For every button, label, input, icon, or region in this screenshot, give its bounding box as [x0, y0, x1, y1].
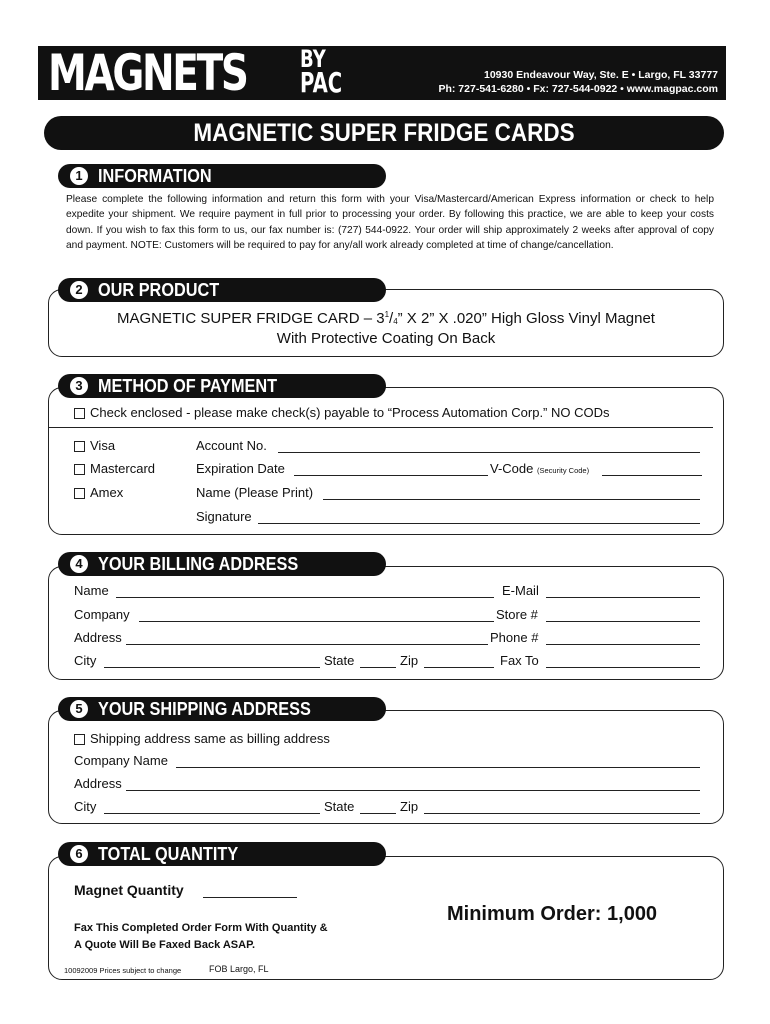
- section-number: 6: [70, 845, 88, 863]
- billing-name-field[interactable]: [116, 597, 494, 598]
- shipping-state-field[interactable]: [360, 813, 396, 814]
- product-description: MAGNETIC SUPER FRIDGE CARD – $3^1/_4$” X 2” X .020” High Gloss Vinyl Magnet: [117, 310, 655, 327]
- section-title: METHOD OF PAYMENT: [98, 375, 278, 396]
- magnet-quantity-field[interactable]: [203, 897, 297, 898]
- shipping-address-label: Address: [74, 776, 122, 791]
- same-as-billing-label: Shipping address same as billing address: [90, 731, 330, 746]
- billing-company-field[interactable]: [139, 621, 494, 622]
- footer-fob: FOB Largo, FL: [209, 964, 269, 974]
- section-title: YOUR SHIPPING ADDRESS: [98, 698, 311, 719]
- billing-store-field[interactable]: [546, 621, 700, 622]
- billing-store-label: Store #: [496, 607, 538, 622]
- visa-checkbox[interactable]: [74, 441, 85, 452]
- vcode-field[interactable]: [602, 475, 702, 476]
- section-shipping-header: [58, 697, 386, 721]
- section-title: OUR PRODUCT: [98, 279, 220, 300]
- name-print-field[interactable]: [323, 499, 700, 500]
- billing-phone-label: Phone #: [490, 630, 539, 645]
- billing-zip-field[interactable]: [424, 667, 494, 668]
- expiration-label: Expiration Date: [196, 461, 285, 476]
- shipping-zip-label: Zip: [400, 799, 419, 814]
- logo-pac: PAC: [300, 66, 343, 99]
- section-billing-header: [58, 552, 386, 576]
- shipping-city-field[interactable]: [104, 813, 320, 814]
- shipping-state-label: State: [324, 799, 355, 814]
- billing-address-field[interactable]: [126, 644, 488, 645]
- section-payment-header: [58, 374, 386, 398]
- billing-email-field[interactable]: [546, 597, 700, 598]
- billing-fax-label: Fax To: [500, 653, 539, 668]
- minimum-order: Minimum Order: 1,000: [447, 903, 658, 925]
- mastercard-checkbox[interactable]: [74, 464, 85, 475]
- section-number: 1: [70, 167, 88, 185]
- section-information-header: [58, 164, 386, 188]
- billing-zip-label: Zip: [400, 653, 419, 668]
- section-quantity-header: [58, 842, 386, 866]
- mastercard-label: Mastercard: [90, 461, 156, 476]
- logo-by: BY: [300, 45, 326, 73]
- billing-city-field[interactable]: [104, 667, 320, 668]
- check-enclosed-label: Check enclosed - please make check(s) payable to “Process Automation Corp.” NO CODs: [90, 405, 610, 420]
- billing-phone-field[interactable]: [546, 644, 700, 645]
- billing-fax-field[interactable]: [546, 667, 700, 668]
- billing-state-field[interactable]: [360, 667, 396, 668]
- section-title: INFORMATION: [98, 165, 212, 186]
- billing-box: [48, 566, 724, 680]
- billing-city-label: City: [74, 653, 97, 668]
- company-contact: Ph: 727-541-6280 • Fx: 727-544-0922 • www.magpac.com: [438, 83, 718, 95]
- information-text: Please complete the following information and return this form with your Visa/Mastercard/American Express information or check to help expedite your shipment. We require payment in full prior to processing your order. By following this practice, we are able to keep your costs down. If you wish to fax this form to us, our fax number is: (727) 544-0922. Your order will ship approximately 2 weeks after approval of copy and payment. NOTE: Customers will be required to pay for any/all work already completed at time of change/cancellation.: [66, 194, 714, 251]
- billing-address-label: Address: [74, 630, 122, 645]
- billing-email-label: E-Mail: [502, 583, 539, 598]
- page-title-bar: [44, 116, 724, 150]
- account-no-label: Account No.: [196, 438, 267, 453]
- expiration-field[interactable]: [294, 475, 488, 476]
- section-title: YOUR BILLING ADDRESS: [98, 553, 299, 574]
- fax-instructions: Fax This Completed Order Form With Quantity & A Quote Will Be Faxed Back ASAP.: [74, 922, 328, 951]
- shipping-zip-field[interactable]: [424, 813, 700, 814]
- section-number: 4: [70, 555, 88, 573]
- company-address: 10930 Endeavour Way, Ste. E • Largo, FL 33777: [484, 69, 718, 81]
- vcode-label: V-Code (Security Code): [490, 461, 590, 476]
- billing-name-label: Name: [74, 583, 109, 598]
- check-enclosed-checkbox[interactable]: [74, 408, 85, 419]
- shipping-company-field[interactable]: [176, 767, 700, 768]
- account-no-field[interactable]: [278, 452, 700, 453]
- shipping-address-field[interactable]: [126, 790, 700, 791]
- name-print-label: Name (Please Print): [196, 485, 314, 500]
- amex-label: Amex: [90, 485, 124, 500]
- shipping-city-label: City: [74, 799, 97, 814]
- header-bar: [38, 46, 726, 100]
- billing-company-label: Company: [74, 607, 130, 622]
- amex-checkbox[interactable]: [74, 488, 85, 499]
- visa-label: Visa: [90, 438, 116, 453]
- signature-label: Signature: [196, 509, 252, 524]
- section-number: 5: [70, 700, 88, 718]
- same-as-billing-checkbox[interactable]: [74, 734, 85, 745]
- divider: [48, 427, 713, 428]
- shipping-company-label: Company Name: [74, 753, 168, 768]
- section-number: 3: [70, 377, 88, 395]
- logo-magnets: MAGNETS: [48, 44, 247, 102]
- signature-field[interactable]: [258, 523, 700, 524]
- section-number: 2: [70, 281, 88, 299]
- footer-code: 10092009 Prices subject to change: [64, 966, 182, 975]
- magnet-quantity-label: Magnet Quantity: [74, 882, 184, 898]
- billing-state-label: State: [324, 653, 355, 668]
- product-coating: With Protective Coating On Back: [276, 330, 496, 347]
- section-title: TOTAL QUANTITY: [98, 843, 239, 864]
- page-title: MAGNETIC SUPER FRIDGE CARDS: [193, 119, 575, 147]
- section-product-header: [58, 278, 386, 302]
